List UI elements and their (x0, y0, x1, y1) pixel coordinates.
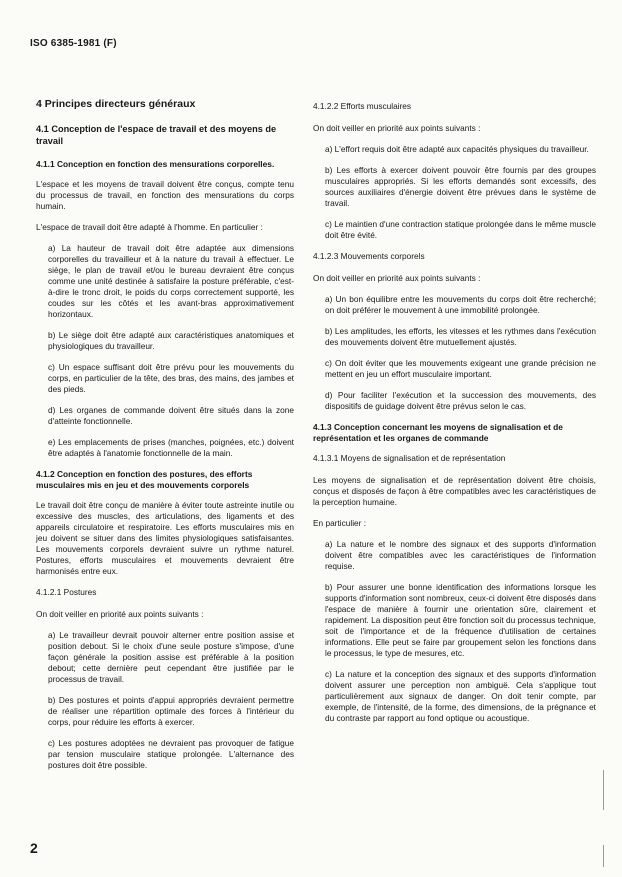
list-item: a) Le travailleur devrait pouvoir alterner entre position assise et position debout. Si le choix d'une seule posture s'impose, d'une façon générale la position assise est préférable à la position debout; cette dernière peut cependant être justifiée par le processus de travail. (48, 630, 294, 684)
section-4-1-2-3-title: 4.1.2.3 Mouvements corporels (313, 251, 425, 261)
section-4-1-title: 4.1 Conception de l'espace de travail et des moyens de travail (36, 124, 277, 146)
section-4-title: 4 Principes directeurs généraux (36, 98, 196, 110)
section-4-1-2-1-title: 4.1.2.1 Postures (36, 587, 97, 597)
page-number: 2 (30, 840, 38, 856)
list-item: b) Les amplitudes, les efforts, les vitesses et les rythmes dans l'exécution des mouvements doivent être mutuellement ajustés. (325, 326, 596, 347)
paragraph: En particulier : (313, 518, 367, 528)
list-item: b) Pour assurer une bonne identification des informations lorsque les supports d'information sont nombreux, ceux-ci doivent être disposés dans l'espace de manière à fournir une orientation sûre, clairement et rapidement. La disposition peut être fonction soit du processus technique, soit de l'importance et de la fréquence d'utilisation de certaines informations. Elle peut se faire par groupement selon les fonctions dans le processus, le type de mesures, etc. (325, 582, 596, 658)
paragraph: Les moyens de signalisation et de représentation doivent être choisis, conçus et disposés de façon à être compatibles avec les caractéristiques de la perception humaine. (313, 475, 596, 507)
list-item: c) On doit éviter que les mouvements exigeant une grande précision ne mettent en jeu un effort musculaire important. (325, 358, 596, 379)
list-item: b) Les efforts à exercer doivent pouvoir être fournis par des groupes musculaires appropriés. Si les efforts demandés sont excessifs, des sources auxiliaires d'énergie doivent être prévues dans le système de travail. (325, 165, 596, 208)
list-item: c) Le maintien d'une contraction statique prolongée dans le même muscle doit être évité. (325, 219, 596, 240)
section-4-1-3-1-title: 4.1.3.1 Moyens de signalisation et de représentation (313, 453, 506, 463)
left-column (36, 98, 294, 781)
scan-mark (603, 845, 604, 867)
list-item: d) Pour faciliter l'exécution et la succession des mouvements, des dispositifs de guidage doivent être prévus selon le cas. (325, 390, 596, 411)
paragraph: L'espace et les moyens de travail doivent être conçus, compte tenu du processus de travail, en fonction des mensurations du corps humain. (36, 179, 294, 211)
list-item: c) Les postures adoptées ne devraient pas provoquer de fatigue par tension musculaire statique prolongée. L'alternance des postures doit être possible. (48, 738, 294, 770)
list-item: a) La nature et le nombre des signaux et des supports d'information doivent être compatibles avec les caractéristiques de l'information requise. (325, 539, 596, 571)
list-item: c) La nature et la conception des signaux et des supports d'information doivent assurer une perception non ambiguë. Cela s'applique tout particulièrement aux signaux de danger. On doit tenir compte, par exemple, de l'intensité, de la forme, des dimensions, de la prégnance et du contraste par rapport au fond optique ou acoustique. (325, 669, 596, 723)
paragraph: On doit veiller en priorité aux points suivants : (36, 609, 204, 619)
paragraph: L'espace de travail doit être adapté à l'homme. En particulier : (36, 222, 263, 232)
section-4-1-1-title: 4.1.1 Conception en fonction des mensurations corporelles. (36, 159, 275, 169)
document-id: ISO 6385-1981 (F) (30, 38, 117, 49)
list-item: a) L'effort requis doit être adapté aux capacités physiques du travailleur. (325, 144, 589, 154)
right-column (313, 101, 596, 734)
section-4-1-2-2-title: 4.1.2.2 Efforts musculaires (313, 101, 412, 111)
list-item: a) La hauteur de travail doit être adaptée aux dimensions corporelles du travailleur et à la nature du travail à effectuer. Le siège, le plan de travail et/ou le bureau devraient être conçus comme une unité destinée à satisfaire la posture préférable, c'est-à-dire le tronc droit, le poids du corps correctement supporté, les coudes sur les côtés et les avant-bras approximativement horizontaux. (48, 243, 294, 319)
list-item: c) Un espace suffisant doit être prévu pour les mouvements du corps, en particulier de la tête, des bras, des mains, des jambes et des pieds. (48, 362, 294, 394)
list-item: b) Des postures et points d'appui appropriés devraient permettre de réaliser une répartition optimale des forces à l'intérieur du corps, pour réduire les efforts à exercer. (48, 695, 294, 727)
paragraph: On doit veiller en priorité aux points suivants : (313, 123, 481, 133)
section-4-1-3-title: 4.1.3 Conception concernant les moyens de signalisation et de représentation et les organes de commande (313, 422, 563, 443)
scan-mark (603, 770, 604, 810)
paragraph: Le travail doit être conçu de manière à éviter toute astreinte inutile ou excessive des muscles, des articulations, des ligaments et des appareils circulatoire et respiratoire. Les efforts musculaires mis en jeu doivent se situer dans des limites physiologiques satisfaisantes. Les mouvements corporels devraient suivre un rythme naturel. Postures, efforts musculaires et mouvements devraient être harmonisés entre eux. (36, 500, 294, 576)
list-item: b) Le siège doit être adapté aux caractéristiques anatomiques et physiologiques du travailleur. (48, 330, 294, 351)
list-item: a) Un bon équilibre entre les mouvements du corps doit être recherché; on doit préférer le mouvement à une immobilité prolongée. (325, 294, 596, 315)
section-4-1-2-title: 4.1.2 Conception en fonction des postures, des efforts musculaires mis en jeu et des mouvements corporels (36, 469, 253, 490)
list-item: d) Les organes de commande doivent être situés dans la zone d'atteinte fonctionnelle. (48, 405, 294, 426)
list-item: e) Les emplacements de prises (manches, poignées, etc.) doivent être adaptés à l'anatomie fonctionnelle de la main. (48, 437, 294, 458)
paragraph: On doit veiller en priorité aux points suivants : (313, 273, 481, 283)
